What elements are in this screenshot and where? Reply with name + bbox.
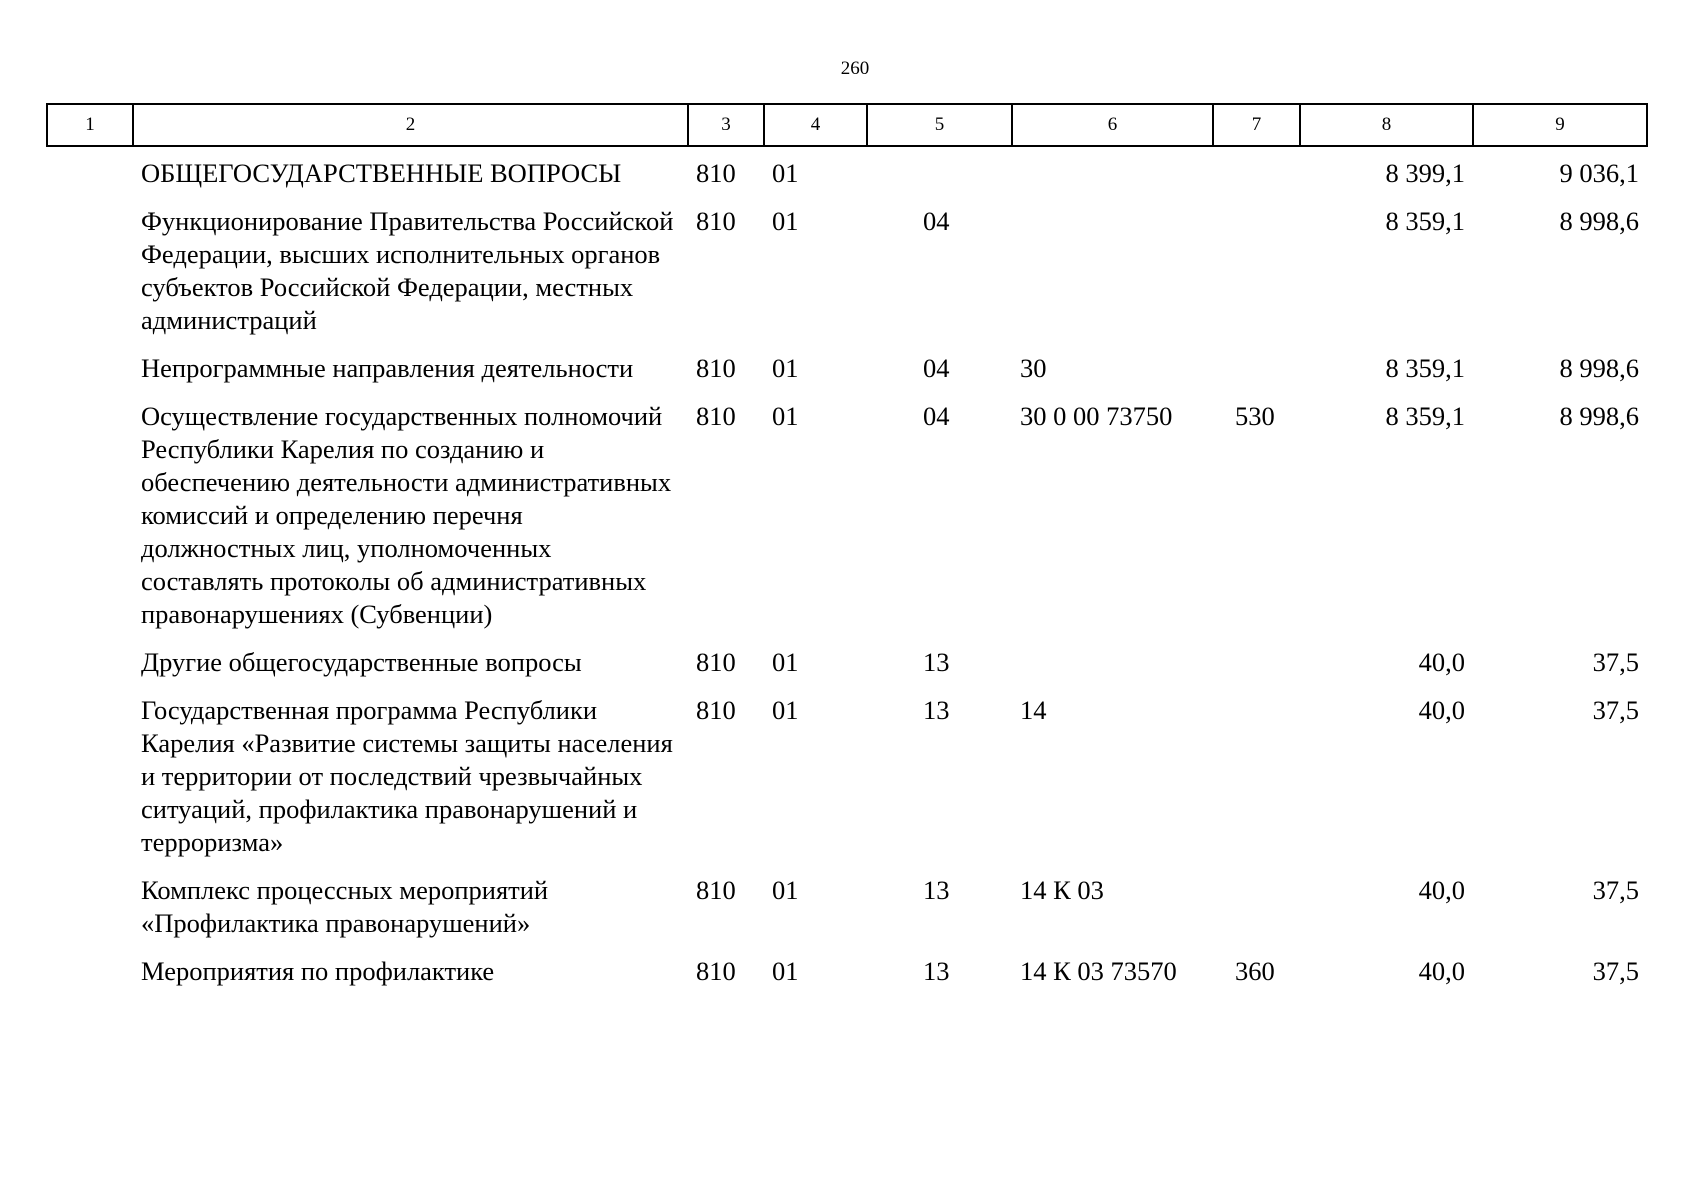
cell-col5: 13: [923, 647, 950, 677]
cell-col7: [1213, 685, 1300, 865]
cell-name: Мероприятия по профилактике: [141, 956, 495, 986]
column-header: 7: [1213, 104, 1300, 146]
table-row: [47, 391, 1647, 637]
cell-col6: [1012, 637, 1213, 685]
cell-col5: 13: [923, 956, 950, 986]
cell-col1: [47, 146, 133, 196]
cell-col6: [1012, 146, 1213, 196]
cell-col6: 14: [1020, 695, 1047, 725]
column-header: 2: [133, 104, 688, 146]
column-header: 8: [1300, 104, 1473, 146]
cell-col9: 9 036,1: [1559, 158, 1639, 188]
table-row: [47, 865, 1647, 946]
cell-col6: 30: [1020, 353, 1047, 383]
budget-table: [46, 103, 1648, 994]
cell-col7: [1213, 637, 1300, 685]
cell-col3: 810: [696, 647, 736, 677]
table-row: [47, 196, 1647, 343]
cell-col4: 01: [772, 647, 799, 677]
cell-col5: 13: [923, 875, 950, 905]
column-header: 9: [1473, 104, 1647, 146]
cell-col7: [1213, 196, 1300, 343]
column-header: 6: [1012, 104, 1213, 146]
column-header: 3: [688, 104, 764, 146]
cell-col5: 13: [923, 695, 950, 725]
cell-col7: [1213, 343, 1300, 391]
cell-name: Функционирование Правительства Российской Федерации, высших исполнительных органов субъектов Российской Федерации, местных администраций: [141, 206, 674, 335]
column-header: 1: [47, 104, 133, 146]
cell-col3: 810: [696, 401, 736, 431]
cell-col1: [47, 637, 133, 685]
cell-col4: 01: [772, 158, 799, 188]
cell-col9: 37,5: [1592, 695, 1639, 725]
cell-name: Комплекс процессных мероприятий «Профилактика правонарушений»: [141, 875, 549, 938]
cell-col8: 40,0: [1418, 956, 1465, 986]
cell-col6: 14 К 03 73570: [1020, 956, 1177, 986]
cell-name: Осуществление государственных полномочий Республики Карелия по созданию и обеспечению деятельности административных комиссий и определению перечня должностных лиц, уполномоченных составлять протоколы об административных правонарушениях (Субвенции): [141, 401, 672, 629]
cell-col1: [47, 946, 133, 994]
cell-col1: [47, 196, 133, 343]
cell-col8: 40,0: [1418, 695, 1465, 725]
cell-col3: 810: [696, 158, 736, 188]
cell-name: Непрограммные направления деятельности: [141, 353, 634, 383]
table-row: [47, 685, 1647, 865]
table-row: [47, 637, 1647, 685]
column-header: 5: [867, 104, 1012, 146]
cell-name: ОБЩЕГОСУДАРСТВЕННЫЕ ВОПРОСЫ: [141, 158, 622, 188]
cell-col8: 40,0: [1418, 647, 1465, 677]
cell-col5: 04: [923, 206, 950, 236]
cell-col9: 8 998,6: [1559, 206, 1639, 236]
cell-col9: 37,5: [1592, 875, 1639, 905]
cell-col3: 810: [696, 875, 736, 905]
table-row: [47, 343, 1647, 391]
cell-col4: 01: [772, 695, 799, 725]
cell-name: Другие общегосударственные вопросы: [141, 647, 582, 677]
cell-col9: 37,5: [1592, 956, 1639, 986]
cell-col1: [47, 865, 133, 946]
cell-col7: 360: [1235, 956, 1275, 986]
cell-col3: 810: [696, 353, 736, 383]
cell-col1: [47, 343, 133, 391]
cell-col9: 8 998,6: [1559, 353, 1639, 383]
cell-col5: 04: [923, 401, 950, 431]
cell-col5: [867, 146, 1012, 196]
cell-col9: 8 998,6: [1559, 401, 1639, 431]
cell-col6: 14 К 03: [1020, 875, 1104, 905]
cell-col6: [1012, 196, 1213, 343]
table-header-row: [47, 104, 1647, 146]
cell-col3: 810: [696, 695, 736, 725]
cell-col8: 8 359,1: [1385, 401, 1465, 431]
cell-col3: 810: [696, 956, 736, 986]
cell-col4: 01: [772, 401, 799, 431]
cell-col8: 8 399,1: [1385, 158, 1465, 188]
cell-col5: 04: [923, 353, 950, 383]
cell-col7: 530: [1235, 401, 1275, 431]
cell-col9: 37,5: [1592, 647, 1639, 677]
cell-col1: [47, 685, 133, 865]
cell-col8: 40,0: [1418, 875, 1465, 905]
cell-col4: 01: [772, 353, 799, 383]
cell-col4: 01: [772, 206, 799, 236]
cell-col4: 01: [772, 956, 799, 986]
table-row: [47, 146, 1647, 196]
cell-col8: 8 359,1: [1385, 353, 1465, 383]
cell-col1: [47, 391, 133, 637]
cell-col8: 8 359,1: [1385, 206, 1465, 236]
cell-name: Государственная программа Республики Карелия «Развитие системы защиты населения и территории от последствий чрезвычайных ситуаций, профилактика правонарушений и терроризма»: [141, 695, 673, 857]
cell-col6: 30 0 00 73750: [1020, 401, 1173, 431]
column-header: 4: [764, 104, 867, 146]
cell-col7: [1213, 865, 1300, 946]
cell-col3: 810: [696, 206, 736, 236]
cell-col4: 01: [772, 875, 799, 905]
page-number: 260: [840, 58, 870, 79]
cell-col7: [1213, 146, 1300, 196]
table-row: [47, 946, 1647, 994]
